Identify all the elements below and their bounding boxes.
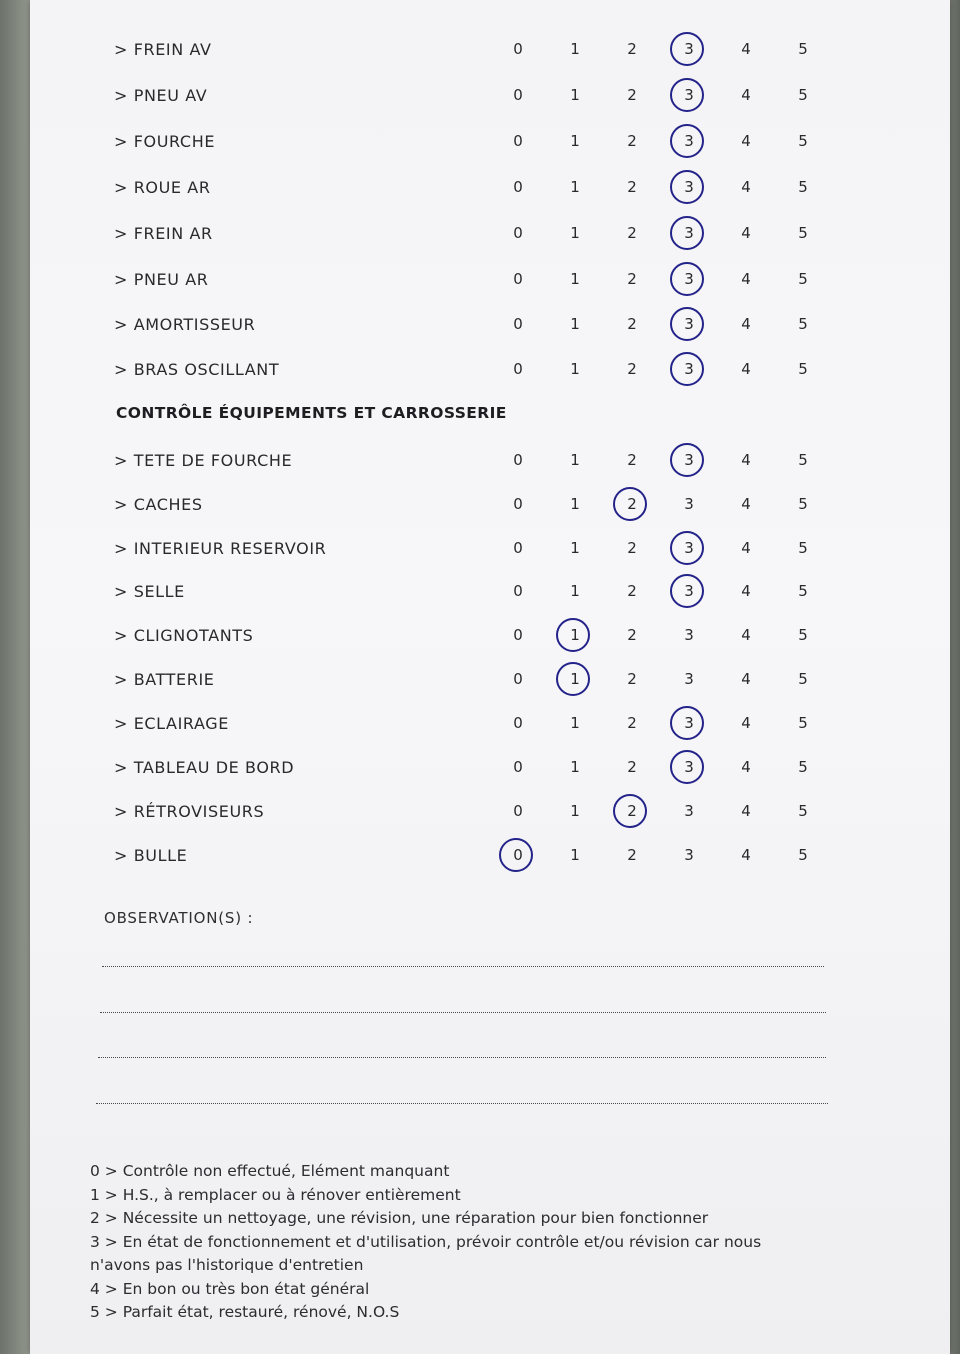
item-label: > FREIN AV bbox=[114, 40, 212, 59]
rating-row bbox=[30, 754, 950, 784]
score-option[interactable]: 4 bbox=[741, 846, 751, 864]
score-option[interactable]: 3 bbox=[684, 495, 694, 513]
rating-row bbox=[30, 666, 950, 696]
score-option[interactable]: 4 bbox=[741, 539, 751, 557]
score-option[interactable]: 1 bbox=[570, 451, 580, 469]
score-option[interactable]: 1 bbox=[570, 86, 580, 104]
observations-label: OBSERVATION(S) : bbox=[104, 909, 254, 927]
score-option[interactable]: 4 bbox=[741, 132, 751, 150]
score-option[interactable]: 2 bbox=[627, 539, 637, 557]
item-label: > ECLAIRAGE bbox=[114, 714, 229, 733]
score-option[interactable]: 4 bbox=[741, 315, 751, 333]
score-option-selected[interactable]: 3 bbox=[679, 582, 699, 600]
score-option[interactable]: 2 bbox=[627, 315, 637, 333]
score-option[interactable]: 0 bbox=[513, 360, 523, 378]
item-label: > CLIGNOTANTS bbox=[114, 626, 254, 645]
score-option[interactable]: 5 bbox=[798, 451, 808, 469]
score-option[interactable]: 2 bbox=[627, 714, 637, 732]
score-option[interactable]: 4 bbox=[741, 270, 751, 288]
rating-row bbox=[30, 82, 950, 112]
score-option[interactable]: 4 bbox=[741, 40, 751, 58]
score-option[interactable]: 0 bbox=[513, 270, 523, 288]
rating-row bbox=[30, 622, 950, 652]
score-option[interactable]: 1 bbox=[570, 270, 580, 288]
item-label: > ROUE AR bbox=[114, 178, 211, 197]
score-option[interactable]: 0 bbox=[513, 224, 523, 242]
score-option[interactable]: 2 bbox=[627, 270, 637, 288]
score-option[interactable]: 5 bbox=[798, 670, 808, 688]
score-option[interactable]: 2 bbox=[627, 178, 637, 196]
rating-row bbox=[30, 311, 950, 341]
item-label: > TABLEAU DE BORD bbox=[114, 758, 295, 777]
section-title: CONTRÔLE ÉQUIPEMENTS ET CARROSSERIE bbox=[116, 404, 507, 422]
score-option[interactable]: 4 bbox=[741, 178, 751, 196]
score-option[interactable]: 2 bbox=[627, 582, 637, 600]
score-option[interactable]: 5 bbox=[798, 315, 808, 333]
score-option[interactable]: 5 bbox=[798, 802, 808, 820]
score-option[interactable]: 1 bbox=[570, 40, 580, 58]
score-option[interactable]: 4 bbox=[741, 360, 751, 378]
item-label: > PNEU AV bbox=[114, 86, 208, 105]
score-option[interactable]: 2 bbox=[627, 758, 637, 776]
legend-line: 2 > Nécessite un nettoyage, une révision, une réparation pour bien fonctionner bbox=[90, 1209, 709, 1227]
score-option-selected[interactable]: 2 bbox=[622, 802, 642, 820]
score-option[interactable]: 5 bbox=[798, 40, 808, 58]
rating-row bbox=[30, 266, 950, 296]
score-option-selected[interactable]: 1 bbox=[565, 670, 585, 688]
score-option-selected[interactable]: 3 bbox=[679, 178, 699, 196]
score-option[interactable]: 2 bbox=[627, 626, 637, 644]
score-option[interactable]: 0 bbox=[513, 714, 523, 732]
score-option[interactable]: 4 bbox=[741, 224, 751, 242]
score-option-selected[interactable]: 3 bbox=[679, 132, 699, 150]
score-option[interactable]: 2 bbox=[627, 224, 637, 242]
form-sheet bbox=[30, 0, 950, 1354]
item-label: > CACHES bbox=[114, 495, 203, 514]
score-option-selected[interactable]: 3 bbox=[679, 315, 699, 333]
score-option[interactable]: 0 bbox=[513, 315, 523, 333]
score-option[interactable]: 0 bbox=[513, 802, 523, 820]
score-option[interactable]: 2 bbox=[627, 86, 637, 104]
item-label: > FREIN AR bbox=[114, 224, 213, 243]
score-option-selected[interactable]: 2 bbox=[622, 495, 642, 513]
score-option[interactable]: 5 bbox=[798, 178, 808, 196]
rating-row bbox=[30, 842, 950, 872]
score-option[interactable]: 4 bbox=[741, 86, 751, 104]
item-label: > INTERIEUR RESERVOIR bbox=[114, 539, 327, 558]
score-option[interactable]: 3 bbox=[684, 846, 694, 864]
legend-line: 5 > Parfait état, restauré, rénové, N.O.S bbox=[90, 1303, 400, 1321]
score-option-selected[interactable]: 3 bbox=[679, 224, 699, 242]
score-option[interactable]: 0 bbox=[513, 40, 523, 58]
score-option[interactable]: 2 bbox=[627, 40, 637, 58]
score-option-selected[interactable]: 3 bbox=[679, 758, 699, 776]
score-option[interactable]: 2 bbox=[627, 670, 637, 688]
rating-row bbox=[30, 447, 950, 477]
item-label: > BRAS OSCILLANT bbox=[114, 360, 280, 379]
score-option[interactable]: 1 bbox=[570, 846, 580, 864]
observation-line-3[interactable] bbox=[98, 1057, 826, 1058]
score-option[interactable]: 3 bbox=[684, 670, 694, 688]
item-label: > AMORTISSEUR bbox=[114, 315, 256, 334]
score-option[interactable]: 5 bbox=[798, 360, 808, 378]
rating-row bbox=[30, 798, 950, 828]
score-option[interactable]: 0 bbox=[513, 86, 523, 104]
rating-row bbox=[30, 710, 950, 740]
item-label: > TETE DE FOURCHE bbox=[114, 451, 293, 470]
score-option[interactable]: 2 bbox=[627, 451, 637, 469]
score-option-selected[interactable]: 3 bbox=[679, 360, 699, 378]
score-option-selected[interactable]: 0 bbox=[508, 846, 528, 864]
score-option[interactable]: 1 bbox=[570, 495, 580, 513]
score-option[interactable]: 5 bbox=[798, 758, 808, 776]
rating-row bbox=[30, 535, 950, 565]
score-option[interactable]: 0 bbox=[513, 626, 523, 644]
score-option[interactable]: 1 bbox=[570, 802, 580, 820]
item-label: > BULLE bbox=[114, 846, 188, 865]
score-option[interactable]: 5 bbox=[798, 846, 808, 864]
rating-row bbox=[30, 128, 950, 158]
score-option-selected[interactable]: 3 bbox=[679, 86, 699, 104]
observation-line-2[interactable] bbox=[100, 1012, 826, 1013]
score-option[interactable]: 4 bbox=[741, 626, 751, 644]
legend bbox=[90, 1160, 850, 1325]
score-option[interactable]: 0 bbox=[513, 582, 523, 600]
score-option[interactable]: 4 bbox=[741, 802, 751, 820]
rating-row bbox=[30, 356, 950, 386]
rating-row bbox=[30, 578, 950, 608]
score-option[interactable]: 0 bbox=[513, 132, 523, 150]
score-option[interactable]: 3 bbox=[684, 802, 694, 820]
score-option[interactable]: 5 bbox=[798, 495, 808, 513]
score-option[interactable]: 5 bbox=[798, 270, 808, 288]
score-option[interactable]: 3 bbox=[684, 626, 694, 644]
score-option[interactable]: 1 bbox=[570, 582, 580, 600]
score-option-selected[interactable]: 3 bbox=[679, 270, 699, 288]
score-option-selected[interactable]: 3 bbox=[679, 714, 699, 732]
legend-line: n'avons pas l'historique d'entretien bbox=[90, 1256, 364, 1274]
observation-line-1[interactable] bbox=[102, 966, 824, 967]
score-option[interactable]: 5 bbox=[798, 539, 808, 557]
score-option[interactable]: 5 bbox=[798, 582, 808, 600]
rating-row bbox=[30, 491, 950, 521]
score-option[interactable]: 4 bbox=[741, 451, 751, 469]
score-option[interactable]: 0 bbox=[513, 539, 523, 557]
legend-line: 0 > Contrôle non effectué, Elément manquant bbox=[90, 1162, 450, 1180]
legend-line: 1 > H.S., à remplacer ou à rénover entièrement bbox=[90, 1185, 461, 1204]
score-option[interactable]: 1 bbox=[570, 178, 580, 196]
score-option-selected[interactable]: 1 bbox=[565, 626, 585, 644]
score-option-selected[interactable]: 3 bbox=[679, 40, 699, 58]
score-option[interactable]: 5 bbox=[798, 714, 808, 732]
item-label: > PNEU AR bbox=[114, 270, 209, 289]
rating-row bbox=[30, 174, 950, 204]
score-option[interactable]: 4 bbox=[741, 714, 751, 732]
item-label: > RÉTROVISEURS bbox=[114, 802, 265, 821]
score-option[interactable]: 2 bbox=[627, 846, 637, 864]
score-option[interactable]: 0 bbox=[513, 178, 523, 196]
score-option[interactable]: 4 bbox=[741, 670, 751, 688]
legend-line: 3 > En état de fonctionnement et d'utilisation, prévoir contrôle et/ou révision car nous bbox=[90, 1232, 762, 1251]
score-option[interactable]: 2 bbox=[627, 132, 637, 150]
score-option[interactable]: 5 bbox=[798, 224, 808, 242]
item-label: > BATTERIE bbox=[114, 670, 215, 689]
item-label: > FOURCHE bbox=[114, 132, 216, 151]
item-label: > SELLE bbox=[114, 582, 185, 601]
score-option[interactable]: 0 bbox=[513, 758, 523, 776]
score-option[interactable]: 4 bbox=[741, 495, 751, 513]
score-option[interactable]: 5 bbox=[798, 86, 808, 104]
score-option[interactable]: 0 bbox=[513, 495, 523, 513]
score-option[interactable]: 0 bbox=[513, 451, 523, 469]
rating-row bbox=[30, 220, 950, 250]
score-option[interactable]: 1 bbox=[570, 132, 580, 150]
legend-line: 4 > En bon ou très bon état général bbox=[90, 1279, 370, 1298]
score-option[interactable]: 1 bbox=[570, 539, 580, 557]
rating-row bbox=[30, 36, 950, 66]
score-option[interactable]: 1 bbox=[570, 758, 580, 776]
score-option[interactable]: 4 bbox=[741, 582, 751, 600]
score-option[interactable]: 1 bbox=[570, 315, 580, 333]
score-option-selected[interactable]: 3 bbox=[679, 451, 699, 469]
score-option[interactable]: 1 bbox=[570, 360, 580, 378]
score-option[interactable]: 2 bbox=[627, 360, 637, 378]
score-option[interactable]: 4 bbox=[741, 758, 751, 776]
score-option[interactable]: 1 bbox=[570, 714, 580, 732]
score-option[interactable]: 5 bbox=[798, 626, 808, 644]
score-option[interactable]: 5 bbox=[798, 132, 808, 150]
score-option-selected[interactable]: 3 bbox=[679, 539, 699, 557]
observation-line-4[interactable] bbox=[96, 1103, 828, 1104]
score-option[interactable]: 0 bbox=[513, 670, 523, 688]
score-option[interactable]: 1 bbox=[570, 224, 580, 242]
